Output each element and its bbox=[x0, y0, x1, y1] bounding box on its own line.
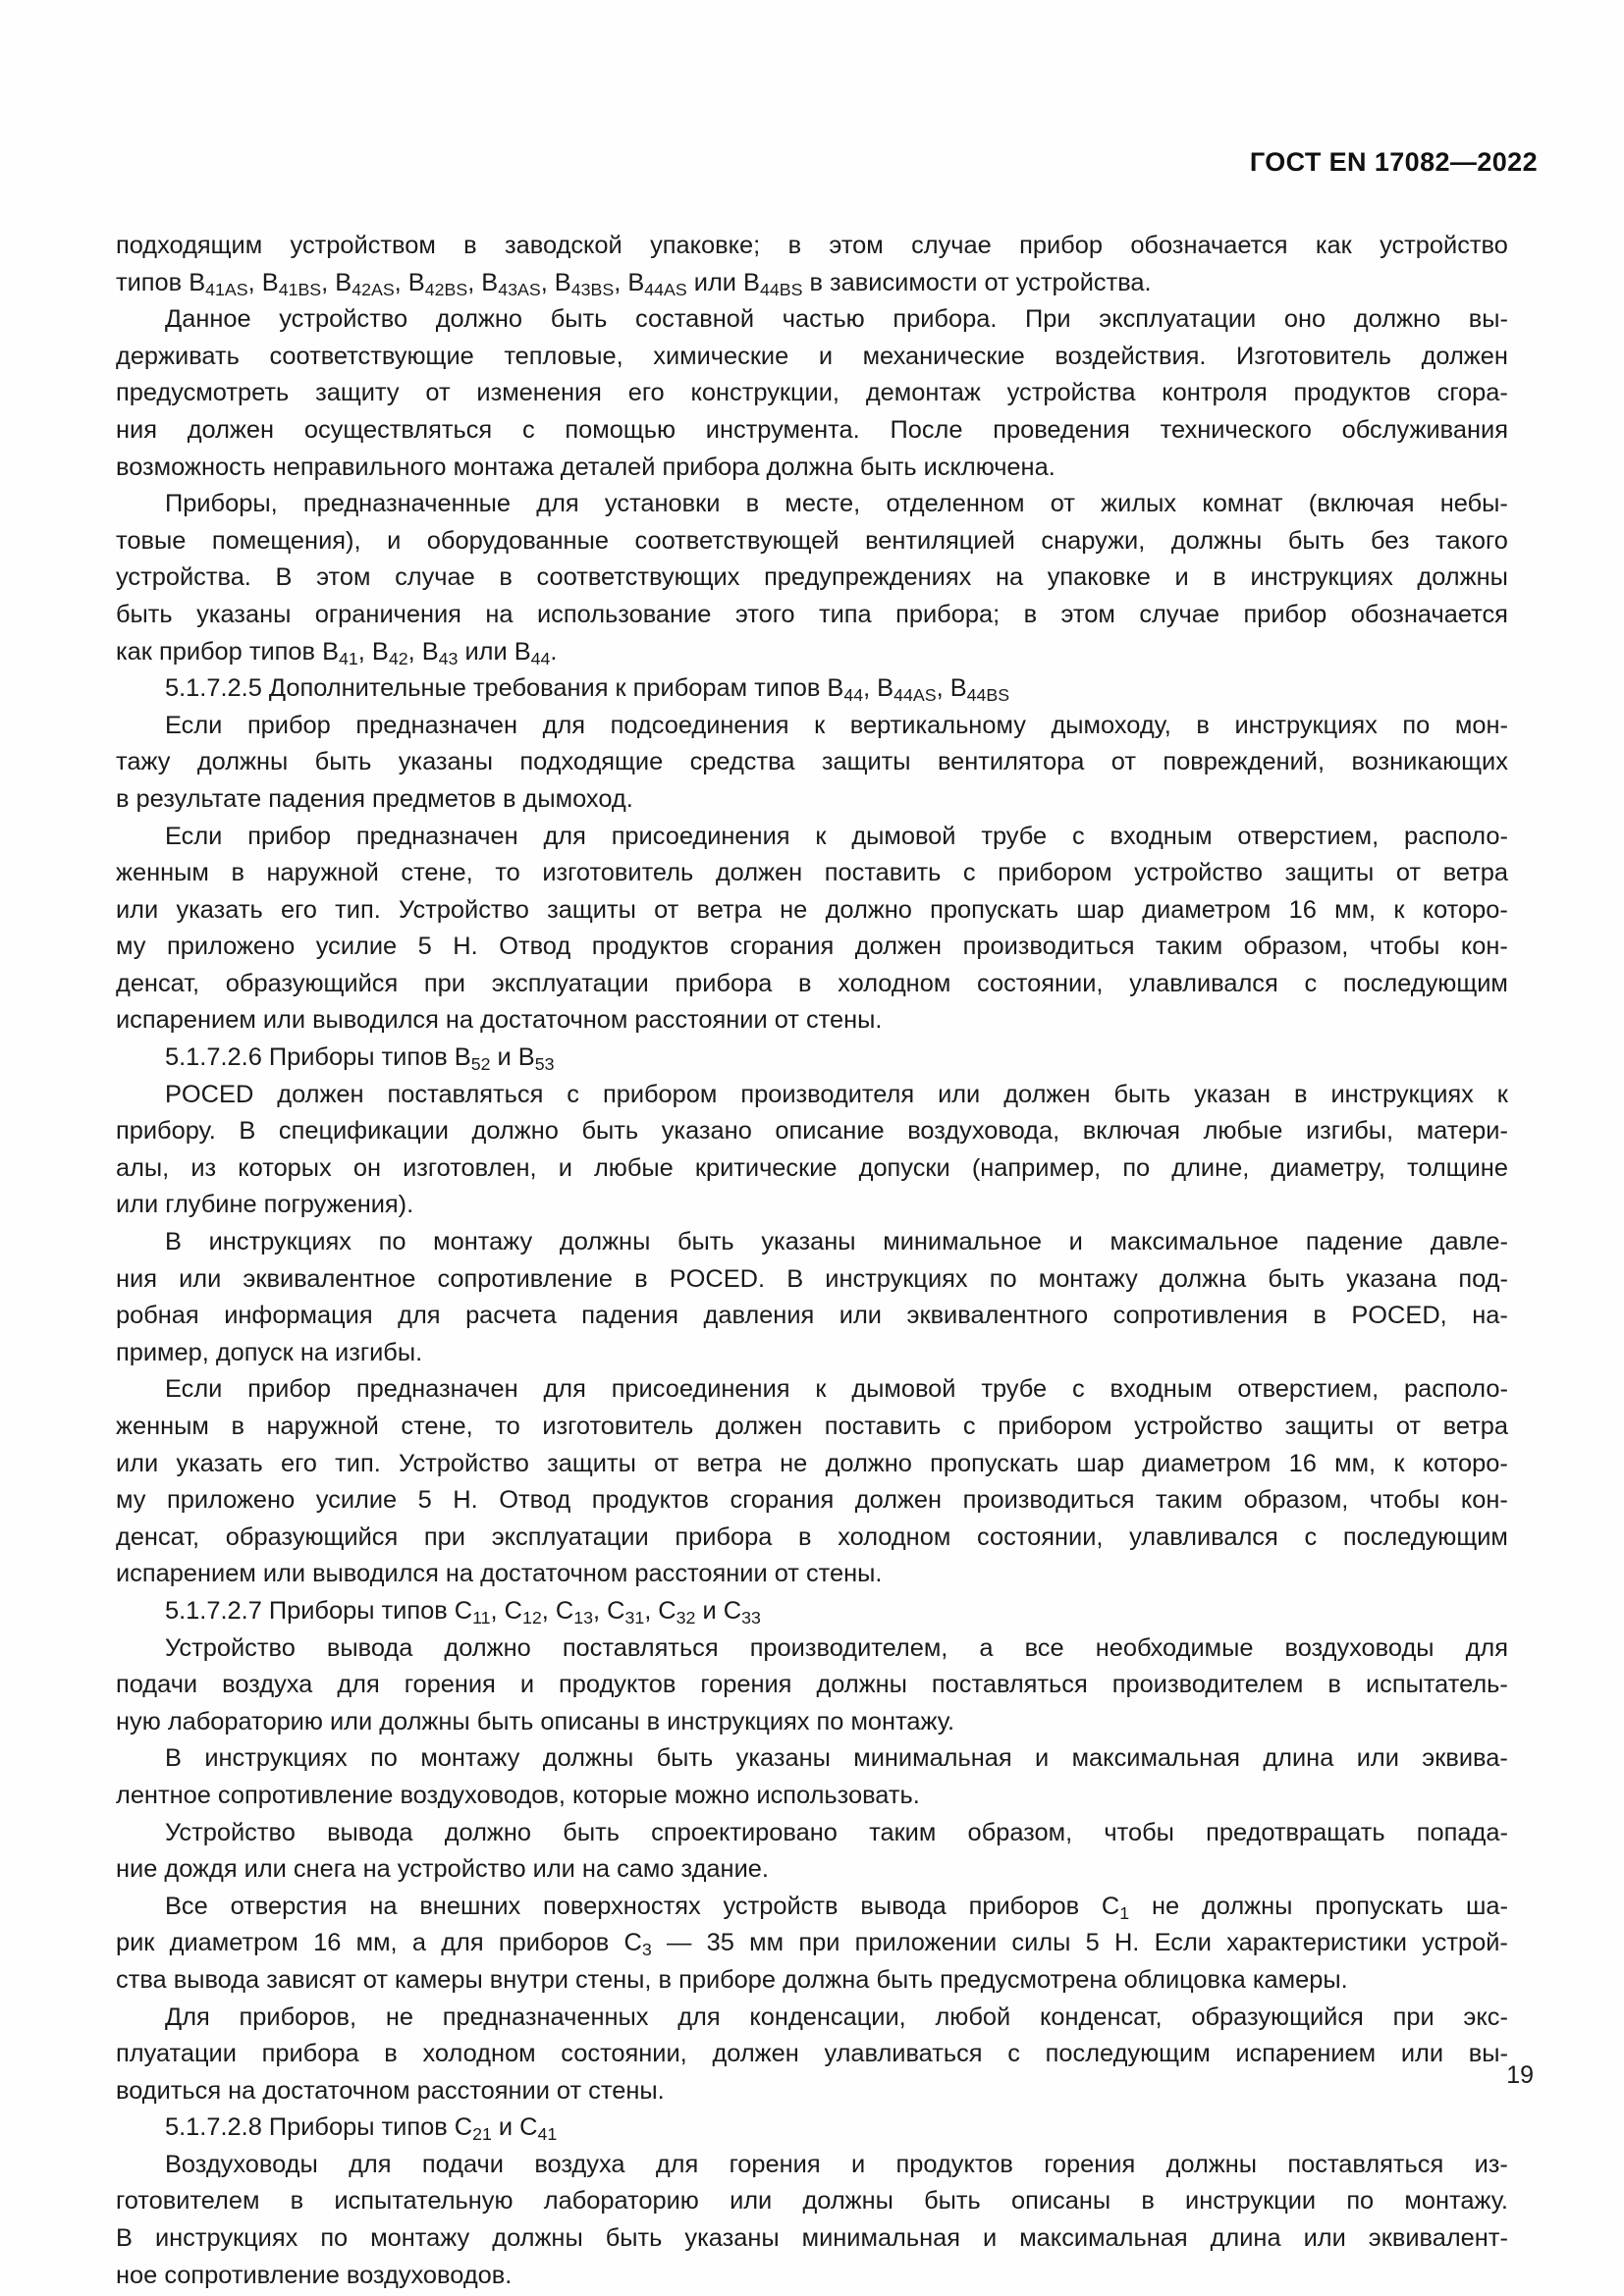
text-line: му приложено усилие 5 Н. Отвод продуктов сгорания должен производиться таким образом, чтобы кон- bbox=[116, 1486, 1508, 1515]
text-line: Все отверстия на внешних поверхностях устройств вывода приборов $C_1$ не должны пропускать ша- bbox=[165, 1892, 1508, 1923]
text-line: ства вывода зависят от камеры внутри стены, в приборе должна быть предусмотрена облицовка камеры. bbox=[116, 1965, 1348, 1994]
text-line: подходящим устройством в заводской упаковке; в этом случае прибор обозначается как устройство bbox=[116, 232, 1508, 259]
text-line: пример, допуск на изгибы. bbox=[116, 1338, 423, 1366]
text-line: Данное устройство должно быть составной частью прибора. При эксплуатации оно должно вы- bbox=[165, 305, 1508, 334]
text-line: 5.1.7.2.8 Приборы типов $C_{21}$ и $C_{41}$ bbox=[165, 2113, 558, 2145]
page-header-standard-number: ГОСТ EN 17082—2022 bbox=[1249, 147, 1538, 177]
document-body bbox=[116, 228, 1508, 2294]
text-line: ное сопротивление воздуховодов. bbox=[116, 2261, 513, 2289]
text-line: в результате падения предметов в дымоход. bbox=[116, 784, 633, 813]
text-line: Если прибор предназначен для присоединения к дымовой трубе с входным отверстием, располо- bbox=[165, 822, 1508, 850]
text-line: испарением или выводился на достаточном расстоянии от стены. bbox=[116, 1006, 883, 1035]
text-line: прибору. В спецификации должно быть указано описание воздуховода, включая любые изгибы, матери- bbox=[116, 1117, 1508, 1146]
text-line: или указать его тип. Устройство защиты от ветра не должно пропускать шар диаметром 16 мм, к которо- bbox=[116, 1449, 1508, 1477]
text-line: Если прибор предназначен для подсоединения к вертикальному дымоходу, в инструкциях по мон- bbox=[165, 711, 1508, 739]
text-line: готовителем в испытательную лабораторию или должны быть описаны в инструкции по монтажу. bbox=[116, 2187, 1508, 2216]
text-line: ния или эквивалентное сопротивление в POCED. В инструкциях по монтажу должна быть указана под- bbox=[116, 1264, 1508, 1293]
text-line: возможность неправильного монтажа деталей прибора должна быть исключена. bbox=[116, 453, 1056, 481]
text-line: 5.1.7.2.6 Приборы типов $B_{52}$ и $B_{53}$ bbox=[165, 1043, 555, 1075]
text-line: робная информация для расчета падения давления или эквивалентного сопротивления в POCED, на- bbox=[116, 1302, 1508, 1330]
text-line: алы, из которых он изготовлен, и любые критические допуски (например, по длине, диаметру, толщине bbox=[116, 1153, 1508, 1182]
text-line: женным в наружной стене, то изготовитель должен поставить с прибором устройство защиты от ветра bbox=[116, 1413, 1508, 1440]
text-line: В инструкциях по монтажу должны быть указаны минимальная и максимальная длина или эквивалент- bbox=[116, 2224, 1508, 2253]
text-line: В инструкциях по монтажу должны быть указаны минимальная и максимальная длина или эквива- bbox=[165, 1744, 1508, 1773]
text-line: женным в наружной стене, то изготовитель должен поставить с прибором устройство защиты от ветра bbox=[116, 859, 1508, 887]
text-line: 5.1.7.2.5 Дополнительные требования к приборам типов $B_{44}$, $B_{44AS}$, $B_{44BS}$ bbox=[165, 674, 1010, 706]
text-line: тажу должны быть указаны подходящие средства защиты вентилятора от повреждений, возникающих bbox=[116, 748, 1508, 776]
text-line: лентное сопротивление воздуховодов, которые можно использовать. bbox=[116, 1781, 920, 1809]
text-line: му приложено усилие 5 Н. Отвод продуктов сгорания должен производиться таким образом, чтобы кон- bbox=[116, 933, 1508, 961]
text-line: ние дождя или снега на устройство или на само здание. bbox=[116, 1855, 769, 1884]
text-line: Для приборов, не предназначенных для конденсации, любой конденсат, образующийся при экс- bbox=[165, 2002, 1508, 2031]
text-line: Устройство вывода должно быть спроектировано таким образом, чтобы предотвращать попада- bbox=[165, 1818, 1508, 1846]
text-line: устройства. В этом случае в соответствующих предупреждениях на упаковке и в инструкциях должны bbox=[116, 563, 1508, 592]
text-line: товые помещения), и оборудованные соответствующей вентиляцией снаружи, должны быть без такого bbox=[116, 526, 1508, 555]
text-line: ния должен осуществляться с помощью инструмента. После проведения технического обслуживания bbox=[116, 415, 1508, 444]
text-line: или глубине погружения). bbox=[116, 1191, 414, 1219]
text-line: POCED должен поставляться с прибором производителя или должен быть указан в инструкциях к bbox=[165, 1080, 1508, 1108]
text-line: 5.1.7.2.7 Приборы типов $C_{11}$, $C_{12}$, $C_{13}$, $C_{31}$, $C_{32}$ и $C_{33}$ bbox=[165, 1596, 761, 1628]
text-line: Устройство вывода должно поставляться производителем, а все необходимые воздуховоды для bbox=[165, 1633, 1508, 1662]
text-line: плуатации прибора в холодном состоянии, должен улавливаться с последующим испарением или вы- bbox=[116, 2040, 1508, 2068]
text-line: как прибор типов $B_{41}$, $B_{42}$, $B_{43}$ или $B_{44}$. bbox=[116, 637, 558, 668]
text-line: типов $B_{41AS}$, $B_{41BS}$, $B_{42AS}$, $B_{42BS}$, $B_{43AS}$, $B_{43BS}$, $B_{44AS}$ или $B_{44BS}$ в зависимости от устройства. bbox=[116, 268, 1152, 299]
text-line: Воздуховоды для подачи воздуха для горения и продуктов горения должны поставляться из- bbox=[165, 2150, 1508, 2178]
text-line: денсат, образующийся при эксплуатации прибора в холодном состоянии, улавливался с последующим bbox=[116, 1522, 1508, 1551]
text-line: Если прибор предназначен для присоединения к дымовой трубе с входным отверстием, располо- bbox=[165, 1375, 1508, 1404]
text-line: водиться на достаточном расстоянии от стены. bbox=[116, 2076, 665, 2105]
text-line: предусмотреть защиту от изменения его конструкции, демонтаж устройства контроля продуктов сгора- bbox=[116, 379, 1508, 407]
text-line: В инструкциях по монтажу должны быть указаны минимальное и максимальное падение давле- bbox=[165, 1228, 1508, 1256]
text-line: или указать его тип. Устройство защиты от ветра не должно пропускать шар диаметром 16 мм, к которо- bbox=[116, 895, 1508, 924]
page-number: 19 bbox=[1506, 2061, 1534, 2089]
text-line: быть указаны ограничения на использование этого типа прибора; в этом случае прибор обозначается bbox=[116, 600, 1508, 628]
text-line: Приборы, предназначенные для установки в месте, отделенном от жилых комнат (включая небы- bbox=[165, 490, 1508, 518]
text-line: держивать соответствующие тепловые, химические и механические воздействия. Изготовитель должен bbox=[116, 342, 1508, 370]
text-line: ную лабораторию или должны быть описаны в инструкциях по монтажу. bbox=[116, 1707, 955, 1735]
text-line: подачи воздуха для горения и продуктов горения должны поставляться производителем в испытатель- bbox=[116, 1671, 1508, 1699]
text-line: денсат, образующийся при эксплуатации прибора в холодном состоянии, улавливался с последующим bbox=[116, 969, 1508, 997]
text-line: рик диаметром 16 мм, а для приборов $C_3$ — 35 мм при приложении силы 5 Н. Если характеристики устрой- bbox=[116, 1929, 1508, 1960]
text-line: испарением или выводился на достаточном расстоянии от стены. bbox=[116, 1560, 883, 1588]
